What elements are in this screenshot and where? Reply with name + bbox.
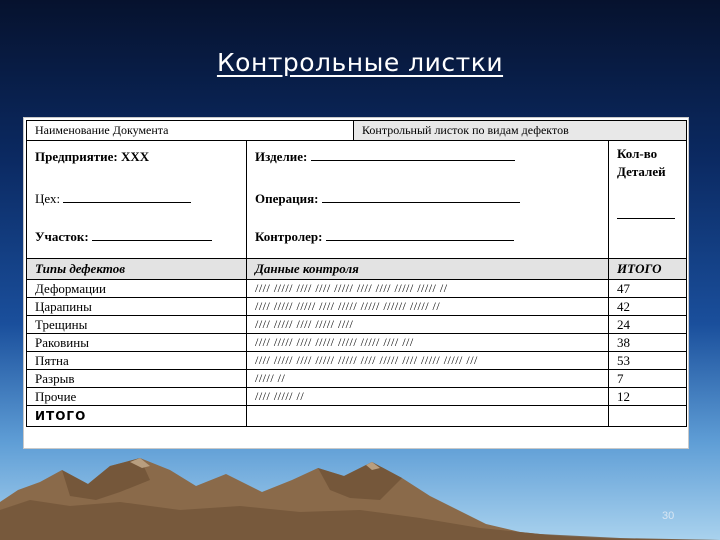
defect-type: Трещины (27, 316, 247, 334)
table-row (27, 298, 687, 316)
table-row (27, 370, 687, 388)
tally-marks: //// ///// //// ///// //// (247, 316, 609, 334)
tally-marks: ///// // (247, 370, 609, 388)
controller-blank (326, 229, 514, 241)
total-data-cell (247, 406, 609, 427)
doc-name-label: Наименование Документа (27, 121, 354, 141)
defect-count: 53 (609, 352, 687, 370)
defect-type: Пятна (27, 352, 247, 370)
slide-title: Контрольные листки (216, 48, 504, 77)
page-number: 30 (662, 510, 675, 522)
table-row (27, 352, 687, 370)
table-row (27, 334, 687, 352)
enterprise-label: Предприятие: XXX (35, 149, 150, 164)
workshop-label: Цех: (35, 191, 61, 206)
tally-marks: //// ///// //// ///// ///// ///// //// /// (247, 334, 609, 352)
count-info-cell (609, 141, 687, 259)
doc-type: Контрольный листок по видам дефектов (354, 121, 687, 141)
total-label: ИТОГО (35, 409, 87, 423)
check-sheet-form (26, 120, 687, 427)
col-header-data: Данные контроля (247, 259, 609, 280)
product-label: Изделие: (255, 149, 308, 164)
defect-count: 12 (609, 388, 687, 406)
section-blank (92, 229, 212, 241)
defect-type: Раковины (27, 334, 247, 352)
col-header-types: Типы дефектов (27, 259, 247, 280)
operation-label: Операция: (255, 191, 319, 206)
table-row (27, 280, 687, 298)
count-header-line2: Деталей (617, 164, 666, 179)
total-count-cell (609, 406, 687, 427)
tally-marks: //// ///// // (247, 388, 609, 406)
controller-label: Контролер: (255, 229, 323, 244)
check-sheet-image (24, 118, 688, 448)
total-label-cell (27, 406, 247, 427)
left-info-cell (27, 141, 247, 259)
defect-count: 7 (609, 370, 687, 388)
table-row (27, 388, 687, 406)
tally-marks: //// ///// //// ///// ///// //// ///// //// ///// ///// /// (247, 352, 609, 370)
defect-count: 24 (609, 316, 687, 334)
product-blank (311, 149, 515, 161)
defect-count: 42 (609, 298, 687, 316)
operation-blank (322, 191, 520, 203)
count-header-line1: Кол-во (617, 146, 658, 161)
defect-type: Разрыв (27, 370, 247, 388)
defect-type: Деформации (27, 280, 247, 298)
mountains-decoration (0, 440, 720, 540)
defect-type: Царапины (27, 298, 247, 316)
workshop-blank (63, 191, 191, 203)
col-header-total: ИТОГО (609, 259, 687, 280)
middle-info-cell (247, 141, 609, 259)
tally-marks: //// ///// ///// //// ///// ///// ////// ///// // (247, 298, 609, 316)
table-row (27, 316, 687, 334)
section-label: Участок: (35, 229, 89, 244)
tally-marks: //// ///// //// //// ///// //// //// ///// ///// // (247, 280, 609, 298)
defect-count: 38 (609, 334, 687, 352)
defect-type: Прочие (27, 388, 247, 406)
defect-count: 47 (609, 280, 687, 298)
count-blank (617, 217, 675, 219)
